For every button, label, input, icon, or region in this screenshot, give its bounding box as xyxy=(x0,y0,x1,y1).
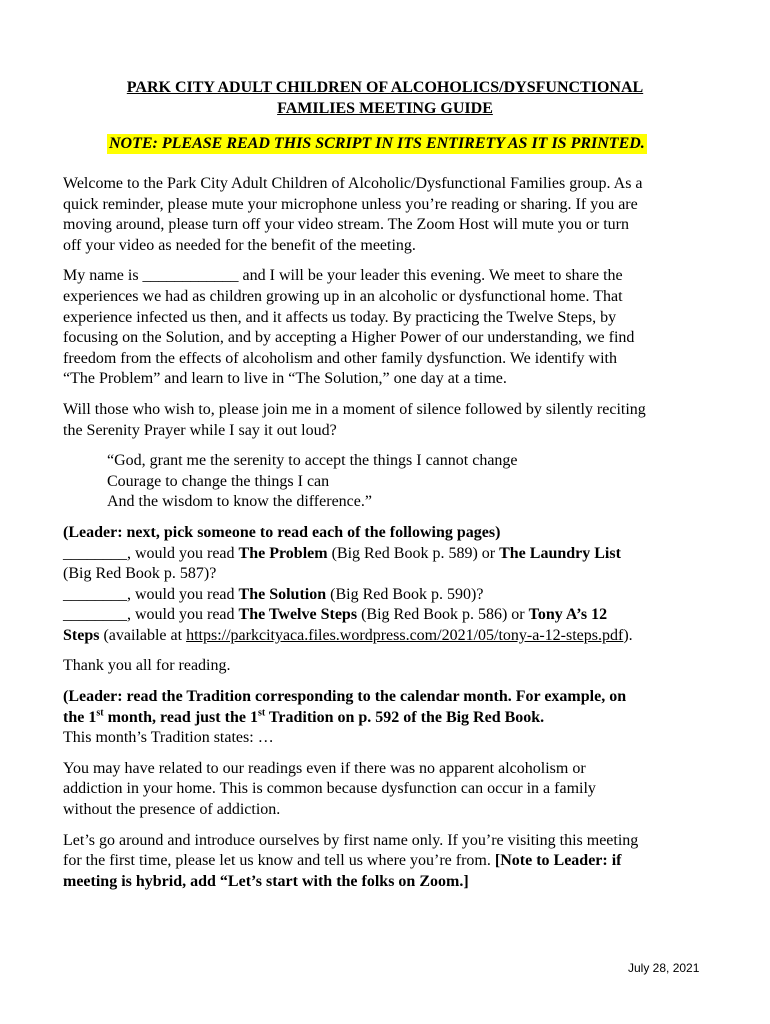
reading-request-1-cont: (Big Red Book p. 587)? xyxy=(63,565,217,583)
text-span: month, read just the 1 xyxy=(103,708,258,726)
text-line: Will those who wish to, please join me in a moment of silence followed by silently reciting xyxy=(63,400,646,418)
intro-paragraph xyxy=(63,266,713,390)
title-line-1: PARK CITY ADULT CHILDREN OF ALCOHOLICS/DYSFUNCTIONAL xyxy=(126,79,644,96)
text-line: addiction in your home. This is common because dysfunction can occur in a family xyxy=(63,780,596,798)
text-span: ________, would you read xyxy=(63,606,239,624)
text-line: Let’s go around and introduce ourselves by first name only. If you’re visiting this meeting xyxy=(63,831,639,849)
text-line: the Serenity Prayer while I say it out loud? xyxy=(63,421,337,439)
text-span: (available at xyxy=(99,626,187,644)
title-line-2: FAMILIES MEETING GUIDE xyxy=(277,100,493,117)
text-line: experiences we had as children growing up in an alcoholic or dysfunctional home. That xyxy=(63,287,623,305)
text-line: off your video as needed for the benefit of the meeting. xyxy=(63,236,416,254)
text-line xyxy=(63,872,713,893)
prayer-line: And the wisdom to know the difference.” xyxy=(107,493,372,511)
introductions-paragraph xyxy=(63,831,713,893)
text-line: You may have related to our readings even if there was no apparent alcoholism or xyxy=(63,759,586,777)
prayer-line: “God, grant me the serenity to accept the things I cannot change xyxy=(107,452,518,470)
superscript: st xyxy=(96,707,104,719)
welcome-paragraph xyxy=(63,174,713,256)
leader-instruction xyxy=(63,523,713,544)
text-span: ________, would you read xyxy=(63,585,239,603)
text-span: (Big Red Book p. 586) or xyxy=(357,606,529,624)
leader-note: [Note to Leader: if xyxy=(494,852,622,870)
readings-paragraph xyxy=(63,523,713,647)
thanks-paragraph: Thank you all for reading. xyxy=(63,657,231,675)
superscript: st xyxy=(257,707,266,719)
text-line: Welcome to the Park City Adult Children of Alcoholic/Dysfunctional Families group. As a xyxy=(63,175,643,192)
leader-note: (Leader: read the Tradition corresponding to the calendar month. For example, on xyxy=(63,688,627,706)
text-line: freedom from the effects of alcoholism and other family dysfunction. We identify with xyxy=(63,349,617,367)
serenity-prayer xyxy=(63,451,713,513)
text-line: without the presence of addiction. xyxy=(63,801,281,819)
leader-note: meeting is hybrid, add “Let’s start with the folks on Zoom.] xyxy=(63,872,469,890)
text-span: (Big Red Book p. 589) or xyxy=(327,544,500,562)
reading-title: The Problem xyxy=(238,544,328,562)
text-line: “The Problem” and learn to live in “The Solution,” one day at a time. xyxy=(63,370,507,388)
text-line xyxy=(63,708,713,729)
document-body xyxy=(63,174,713,902)
text-span: ________, would you read xyxy=(63,544,239,562)
footer-date: July 28, 2021 xyxy=(628,961,700,975)
silence-paragraph xyxy=(63,400,713,441)
text-span: (Big Red Book p. 590)? xyxy=(326,585,484,603)
tradition-paragraph xyxy=(63,687,713,749)
page-title xyxy=(0,77,770,119)
text-line: focusing on the Solution, and by accepting a Higher Power of our understanding, we find xyxy=(63,329,635,347)
reading-title: The Solution xyxy=(238,585,327,603)
leader-note: (Leader: next, pick someone to read each of the following pages) xyxy=(63,523,501,541)
text-line: experience infected us then, and it affects us today. By practicing the Twelve Steps, by xyxy=(63,308,617,326)
related-paragraph xyxy=(63,759,713,821)
reading-request-3 xyxy=(63,605,713,626)
text-span: for the first time, please let us know and tell us where you’re from. xyxy=(63,852,495,870)
reading-title: The Twelve Steps xyxy=(238,606,358,624)
text-span: the 1 xyxy=(63,708,97,726)
text-line: quick reminder, please mute your microphone unless you’re reading or sharing. If you are xyxy=(63,195,638,213)
text-line: This month’s Tradition states: … xyxy=(63,729,274,747)
reading-request-2 xyxy=(63,585,713,606)
prayer-line: Courage to change the things I can xyxy=(107,472,330,490)
tony-a-steps-link[interactable]: https://parkcityaca.files.wordpress.com/2021/05/tony-a-12-steps.pdf xyxy=(186,626,624,644)
text-span: Tradition on p. 592 of the Big Red Book. xyxy=(265,708,545,726)
reading-title: Tony A’s 12 xyxy=(528,606,608,624)
reading-request-3-cont xyxy=(63,626,713,647)
text-line: moving around, please turn off your video stream. The Zoom Host will mute you or turn xyxy=(63,216,629,234)
text-line xyxy=(63,687,713,708)
reading-title: The Laundry List xyxy=(499,544,621,562)
reading-request-1 xyxy=(63,544,713,565)
text-line xyxy=(63,851,713,872)
text-line: My name is ____________ and I will be your leader this evening. We meet to share the xyxy=(63,267,623,285)
reading-title: Steps xyxy=(63,626,100,644)
highlighted-note: NOTE: PLEASE READ THIS SCRIPT IN ITS ENTIRETY AS IT IS PRINTED. xyxy=(109,135,645,152)
text-span: ). xyxy=(623,626,633,644)
